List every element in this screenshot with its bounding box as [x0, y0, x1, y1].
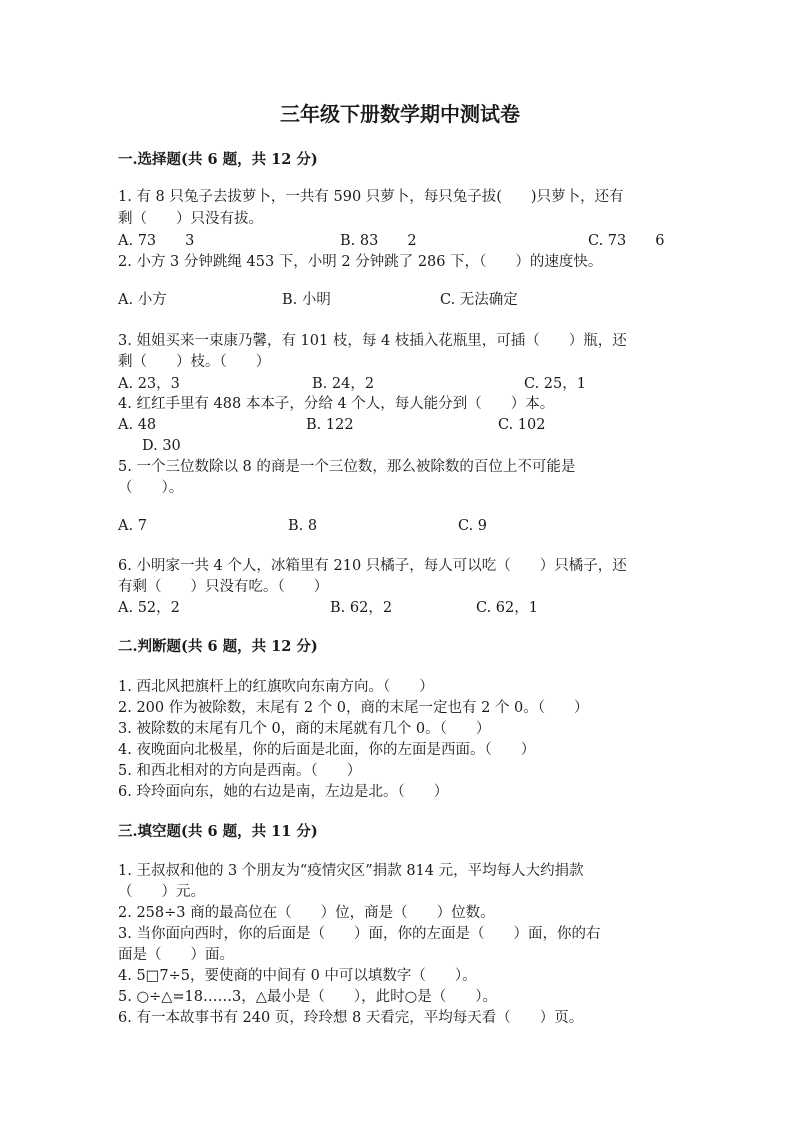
question-6-option-b: B. 62，2	[330, 600, 393, 616]
judgement-item-6: 6. 玲玲面向东，她的右边是南，左边是北。（ ）	[118, 784, 449, 800]
judgement-item-5: 5. 和西北相对的方向是西南。（ ）	[118, 763, 362, 779]
page-title: 三年级下册数学期中测试卷	[280, 102, 520, 126]
fill-in-line-5: 面是（ ）面。	[118, 947, 234, 963]
fill-in-line-7: 5. ○÷△=18……3，△最小是（ ），此时○是（ ）。	[118, 989, 498, 1005]
judgement-item-3: 3. 被除数的末尾有几个 0，商的末尾就有几个 0。（ ）	[118, 721, 491, 737]
question-1-line-2: 剩（ ）只没有拔。	[118, 211, 263, 227]
question-2-line-1: 2. 小方 3 分钟跳绳 453 下，小明 2 分钟跳了 286 下，（ ）的速度快。	[118, 254, 603, 270]
fill-in-line-4: 3. 当你面向西时，你的后面是（ ）面，你的左面是（ ）面，你的右	[118, 926, 601, 942]
judgement-item-1: 1. 西北风把旗杆上的红旗吹向东南方向。（ ）	[118, 679, 434, 695]
fill-in-line-6: 4. 5□7÷5，要使商的中间有 0 中可以填数字（ ）。	[118, 968, 477, 984]
question-3-option-b: B. 24，2	[312, 376, 375, 392]
question-5-option-c: C. 9	[458, 518, 488, 534]
section-heading-fill-in: 三.填空题(共 6 题，共 11 分)	[118, 823, 318, 840]
question-1-option-b: B. 83 2	[340, 233, 417, 249]
question-1-option-a: A. 73 3	[118, 233, 195, 249]
question-4-option-a: A. 48	[118, 417, 157, 433]
question-1-line-1: 1. 有 8 只兔子去拔萝卜，一共有 590 只萝卜，每只兔子拔( )只萝卜，还有	[118, 189, 624, 205]
question-6-line-2: 有剩（ ）只没有吃。（ ）	[118, 579, 329, 595]
question-4-option-d: D. 30	[142, 438, 181, 454]
question-6-option-c: C. 62，1	[476, 600, 538, 616]
fill-in-line-2: （ ）元。	[118, 884, 205, 900]
question-5-option-a: A. 7	[118, 518, 147, 534]
question-2-option-a: A. 小方	[118, 292, 167, 308]
section-heading-judgement: 二.判断题(共 6 题，共 12 分)	[118, 638, 318, 655]
fill-in-line-8: 6. 有一本故事书有 240 页，玲玲想 8 天看完，平均每天看（ ）页。	[118, 1010, 584, 1026]
question-2-option-b: B. 小明	[282, 292, 331, 308]
question-6-option-a: A. 52，2	[118, 600, 180, 616]
judgement-item-4: 4. 夜晚面向北极星，你的后面是北面，你的左面是西面。（ ）	[118, 742, 536, 758]
question-3-option-c: C. 25，1	[524, 376, 586, 392]
question-5-line-2: （ ）。	[118, 480, 184, 496]
question-4-option-b: B. 122	[306, 417, 354, 433]
question-6-line-1: 6. 小明家一共 4 个人，冰箱里有 210 只橘子，每人可以吃（ ）只橘子，还	[118, 558, 627, 574]
fill-in-line-1: 1. 王叔叔和他的 3 个朋友为“疫情灾区”捐款 814 元，平均每人大约捐款	[118, 863, 584, 879]
question-3-line-2: 剩（ ）枝。（ ）	[118, 354, 271, 370]
question-3-line-1: 3. 姐姐买来一束康乃馨，有 101 枝，每 4 枝插入花瓶里，可插（ ）瓶，还	[118, 333, 627, 349]
question-1-option-c: C. 73 6	[588, 233, 665, 249]
question-3-option-a: A. 23，3	[118, 376, 180, 392]
question-5-option-b: B. 8	[288, 518, 318, 534]
question-2-option-c: C. 无法确定	[440, 292, 518, 308]
fill-in-line-3: 2. 258÷3 商的最高位在（ ）位，商是（ ）位数。	[118, 905, 495, 921]
judgement-item-2: 2. 200 作为被除数，末尾有 2 个 0，商的末尾一定也有 2 个 0。（ ）	[118, 700, 589, 716]
question-4-line-1: 4. 红红手里有 488 本本子，分给 4 个人，每人能分到（ ）本。	[118, 396, 555, 412]
question-4-option-c: C. 102	[498, 417, 546, 433]
section-heading-choice: 一.选择题(共 6 题，共 12 分)	[118, 151, 318, 168]
question-5-line-1: 5. 一个三位数除以 8 的商是一个三位数，那么被除数的百位上不可能是	[118, 459, 576, 475]
